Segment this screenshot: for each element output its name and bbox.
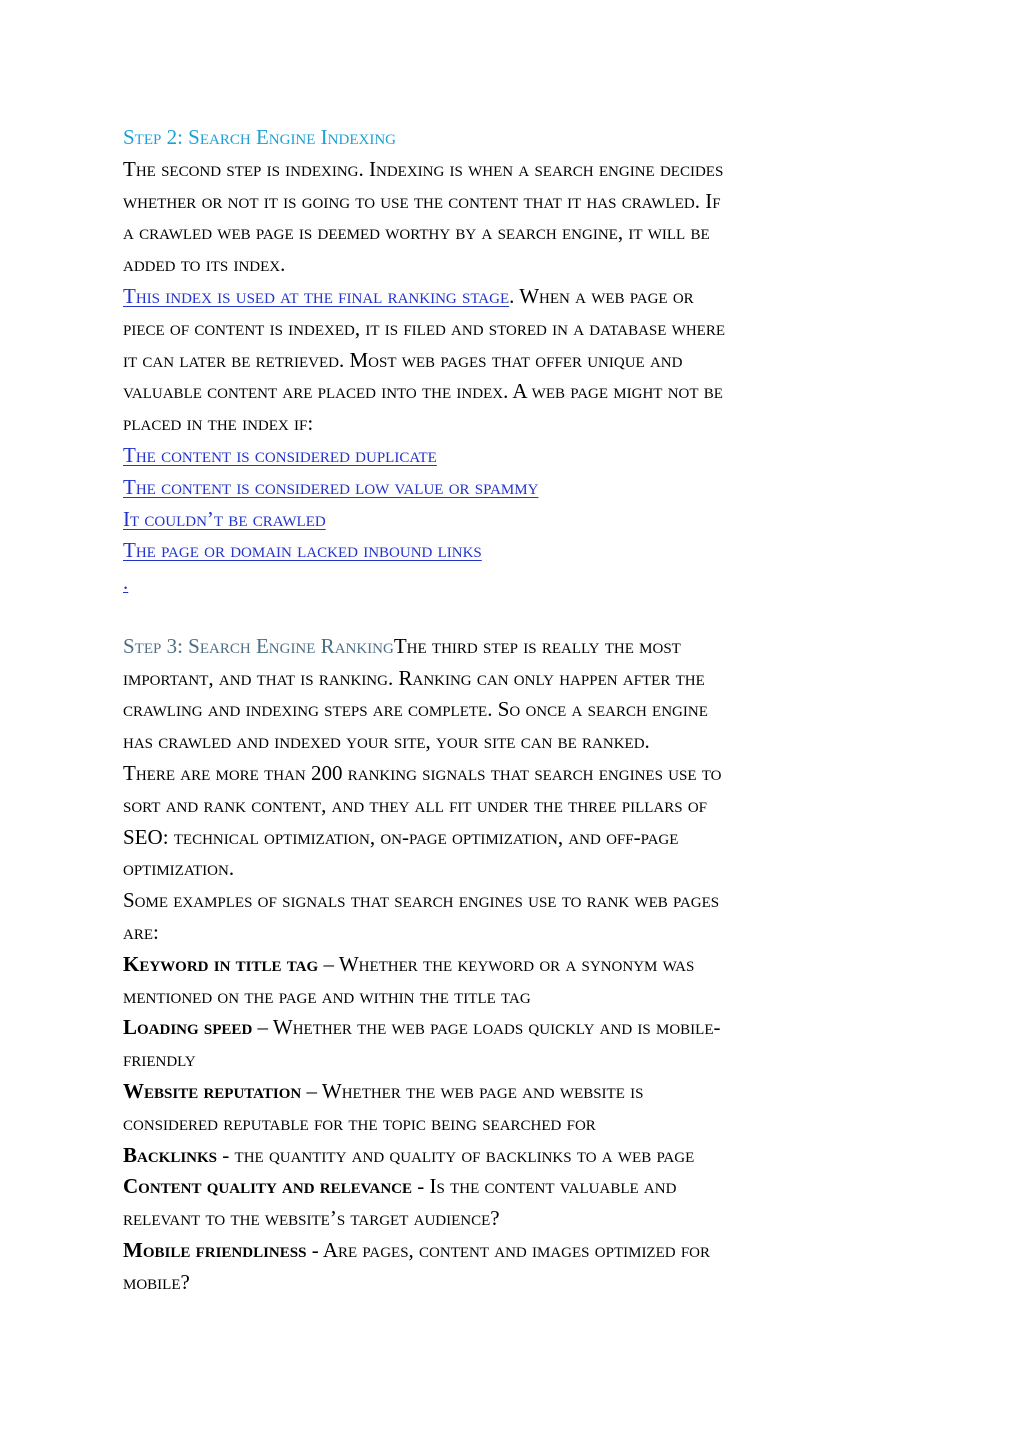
signal-item (123, 949, 903, 981)
step3-para2-line: There are more than 200 ranking signals that search engines use to (123, 760, 722, 785)
step3-heading: Step 3: Search Engine Ranking (123, 633, 394, 658)
step3-para1-line: important, and that is ranking. Ranking can only happen after the (123, 665, 705, 690)
inbound-links-link[interactable]: The page or domain lacked inbound links (123, 538, 482, 563)
signal-item (123, 1140, 903, 1172)
document-body (123, 122, 903, 1298)
signal-term: Loading speed (123, 1015, 253, 1040)
signal-description-cont: considered reputable for the topic being searched for (123, 1110, 596, 1135)
signal-term: Website reputation (123, 1078, 302, 1103)
signal-term: Keyword in title tag (123, 951, 319, 976)
list-item (123, 535, 903, 567)
final-ranking-stage-link[interactable]: This index is used at the final ranking stage (123, 283, 510, 308)
signal-term: Backlinks (123, 1142, 218, 1167)
step2-para2-text: . When a web page or (509, 283, 694, 308)
signal-description-cont: relevant to the website’s target audience? (123, 1206, 500, 1231)
low-value-content-link[interactable]: The content is considered low value or spammy (123, 474, 539, 499)
signal-separator: – (301, 1078, 322, 1103)
signal-term: Mobile friendliness (123, 1237, 307, 1262)
signal-description-cont: friendly (123, 1047, 196, 1072)
list-item (123, 504, 903, 536)
seo-pillars-text: : technical optimization, on-page optimization, and off-page (162, 824, 679, 849)
step3-para2-line (123, 822, 903, 854)
step3-para1-line: crawling and indexing steps are complete. So once a search engine (123, 697, 708, 722)
step3-heading-line (123, 631, 903, 663)
step3-para2-line: sort and rank content, and they all fit under the three pillars of (123, 792, 707, 817)
signal-term: Content quality and relevance (123, 1174, 413, 1199)
signal-item (123, 1171, 903, 1203)
step3-para2-line: optimization. (123, 856, 235, 881)
step2-para2-line: piece of content is indexed, it is filed and stored in a database where (123, 315, 725, 340)
signal-separator: - (412, 1174, 430, 1199)
step3-para3-line: Some examples of signals that search engines use to rank web pages (123, 888, 720, 913)
step2-para2-line: valuable content are placed into the index. A web page might not be (123, 379, 723, 404)
step2-para2-line: it can later be retrieved. Most web pages that offer unique and (123, 347, 683, 372)
list-item (123, 472, 903, 504)
signal-description: the quantity and quality of backlinks to a web page (234, 1142, 695, 1167)
step3-para1-line: has crawled and indexed your site, your site can be ranked. (123, 729, 650, 754)
step2-para1-line: The second step is indexing. Indexing is when a search engine decides (123, 156, 724, 181)
signal-separator: - (306, 1237, 323, 1262)
signal-item (123, 1076, 903, 1108)
step2-heading: Step 2: Search Engine Indexing (123, 125, 396, 149)
signal-item (123, 1235, 903, 1267)
step2-para2-line: placed in the index if: (123, 411, 314, 436)
step2-para2-first-line (123, 281, 903, 313)
signal-description: Is the content valuable and (429, 1174, 677, 1199)
signal-description-cont: mentioned on the page and within the title tag (123, 983, 531, 1008)
signal-description-cont: mobile? (123, 1269, 190, 1294)
section-spacer (123, 599, 903, 631)
list-item (123, 567, 903, 599)
seo-acronym: SEO (123, 824, 163, 849)
step3-para3-line: are: (123, 919, 159, 944)
step2-para1-line: whether or not it is going to use the content that it has crawled. If (123, 188, 721, 213)
list-item (123, 440, 903, 472)
signal-item (123, 1012, 903, 1044)
signal-separator: – (318, 951, 339, 976)
duplicate-content-link[interactable]: The content is considered duplicate (123, 442, 437, 467)
not-crawled-link[interactable]: It couldn’t be crawled (123, 506, 326, 531)
signal-separator: - (217, 1142, 235, 1167)
signal-separator: – (252, 1015, 273, 1040)
step3-heading-after: The third step is really the most (393, 633, 681, 658)
signal-description: Whether the keyword or a synonym was (338, 951, 695, 976)
step2-para1-line: added to its index. (123, 252, 286, 277)
signal-description: Whether the web page loads quickly and is mobile- (272, 1015, 721, 1040)
trailing-link[interactable]: . (123, 570, 129, 595)
step2-para1-line: a crawled web page is deemed worthy by a search engine, it will be (123, 220, 710, 245)
signal-description: Are pages, content and images optimized for (322, 1237, 711, 1262)
signal-description: Whether the web page and website is (321, 1078, 644, 1103)
